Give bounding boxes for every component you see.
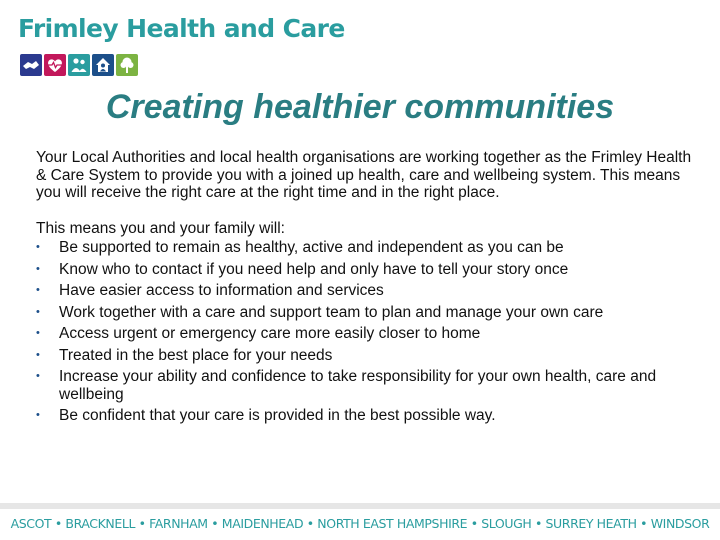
- list-item: [36, 261, 696, 279]
- list-item: [36, 368, 696, 403]
- brand-logo-text: Frimley Health and Care: [18, 14, 345, 43]
- bullet-icon: •: [36, 262, 40, 275]
- list-item: [36, 407, 696, 425]
- list-item: [36, 304, 696, 322]
- slide-body: [36, 149, 696, 425]
- list-item-text: Access urgent or emergency care more easily closer to home: [59, 325, 481, 342]
- people-icon: [68, 54, 90, 76]
- list-item-text: Increase your ability and confidence to take responsibility for your own health, care and wellbeing: [59, 368, 657, 403]
- list-item: [36, 282, 696, 300]
- list-item-text: Be confident that your care is provided in the best possible way.: [59, 407, 496, 424]
- list-item-text: Know who to contact if you need help and only have to tell your story once: [59, 260, 569, 278]
- bullet-icon: •: [36, 284, 40, 296]
- footer-locations: ASCOT • BRACKNELL • FARNHAM • MAIDENHEAD • NORTH EAST HAMPSHIRE • SLOUGH • SURREY HEATH • WINDSOR: [10, 516, 710, 531]
- list-item-text: Work together with a care and support team to plan and manage your own care: [59, 303, 604, 321]
- slide-title: Creating healthier communities: [105, 88, 615, 126]
- bullet-icon: •: [36, 327, 40, 339]
- brand-icon-row: [20, 54, 138, 76]
- list-item: [36, 325, 696, 343]
- list-item: [36, 347, 696, 365]
- list-item-text: Have easier access to information and services: [59, 282, 384, 299]
- benefits-list: [36, 239, 696, 425]
- bullet-icon: •: [36, 348, 40, 361]
- bullet-icon: •: [36, 241, 40, 253]
- bullet-icon: •: [36, 305, 40, 318]
- tree-icon: [116, 54, 138, 76]
- intro-paragraph: Your Local Authorities and local health organisations are working together as the Frimley Health & Care System to provide you with a joined up health, care and wellbeing system. This means you will receive the right care at the right time and in the right place.: [36, 149, 692, 201]
- list-intro: This means you and your family will:: [36, 219, 285, 237]
- footer-divider: [0, 503, 720, 509]
- list-item: [36, 239, 696, 257]
- heart-rate-icon: [44, 54, 66, 76]
- list-item-text: Treated in the best place for your needs: [59, 346, 333, 364]
- handshake-icon: [20, 54, 42, 76]
- bullet-icon: •: [36, 370, 40, 382]
- house-person-icon: [92, 54, 114, 76]
- list-item-text: Be supported to remain as healthy, active and independent as you can be: [59, 239, 564, 256]
- bullet-icon: •: [36, 409, 40, 421]
